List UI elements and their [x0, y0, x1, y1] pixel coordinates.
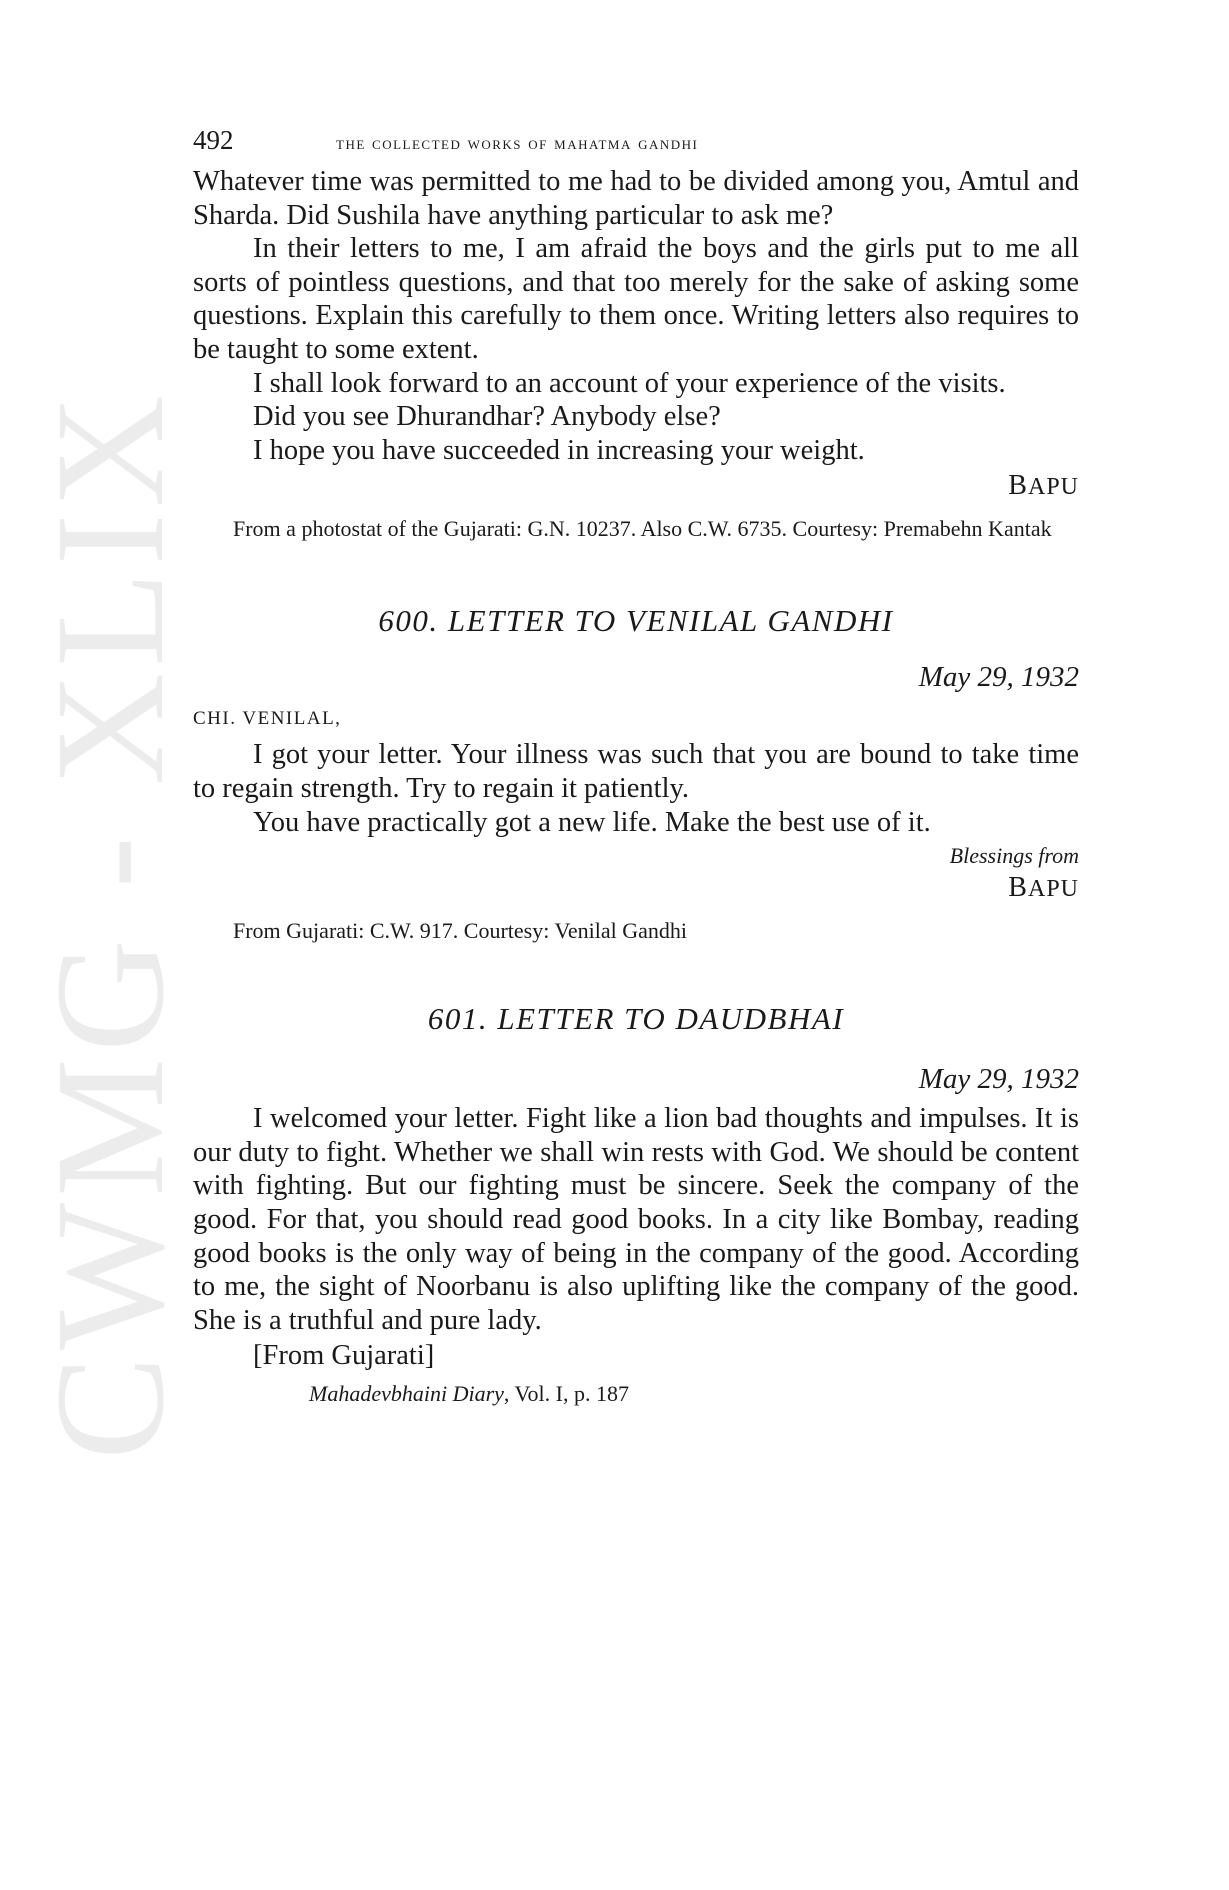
source-note	[193, 1377, 1079, 1410]
signature: BAPU	[1008, 872, 1079, 904]
source-note: From a photostat of the Gujarati: G.N. 10237. Also C.W. 6735. Courtesy: Premabehn Kantak	[233, 516, 1052, 542]
paragraph: I hope you have succeeded in increasing your weight.	[253, 434, 865, 466]
letter-title: 600. LETTER TO VENILAL GANDHI	[378, 603, 894, 639]
source-note: From Gujarati: C.W. 917. Courtesy: Venilal Gandhi	[233, 918, 688, 944]
paragraph: I got your letter. Your illness was such that you are bound to take time to regain strength. Try to regain it patiently.	[193, 739, 1079, 804]
paragraph: Whatever time was permitted to me had to be divided among you, Amtul and Sharda. Did Sushila have anything particular to ask me?	[193, 166, 1079, 231]
paragraph: I welcomed your letter. Fight like a lion bad thoughts and impulses. It is our duty to fight. Whether we shall win rests with God. We should be content with fighting. But our fighting must be sincere. Seek the company of the good. For that, you should read good books. In a city like Bombay, reading good books is the only way of being in the company of the good. According to me, the sight of Noorbanu is also uplifting like the company of the good. She is a truthful and pure lady.	[193, 1103, 1079, 1336]
letter-title: 601. LETTER TO DAUDBHAI	[427, 1001, 845, 1037]
letter-date: May 29, 1932	[918, 661, 1079, 694]
paragraph: In their letters to me, I am afraid the boys and the girls put to me all sorts of pointless questions, and that too merely for the sake of asking some questions. Explain this carefully to them once. Writing letters also requires to be taught to some extent.	[193, 233, 1079, 365]
watermark: CWMG - XLIX	[23, 388, 196, 1460]
previous-letter	[193, 165, 1079, 545]
paragraph: Did you see Dhurandhar? Anybody else?	[253, 401, 721, 433]
closing: Blessings from	[949, 843, 1079, 869]
source-title: Mahadevbhaini Diary	[309, 1380, 504, 1406]
running-title: the collected works of mahatma gandhi	[336, 133, 699, 154]
paragraph: You have practically got a new life. Make the best use of it.	[253, 806, 931, 838]
page-number: 492	[193, 125, 234, 155]
page-header	[193, 125, 1079, 165]
letter-date: May 29, 1932	[918, 1063, 1079, 1096]
source-details: , Vol. I, p. 187	[503, 1380, 629, 1406]
letter-600	[193, 603, 1079, 947]
paragraph: I shall look forward to an account of your experience of the visits.	[253, 367, 1006, 399]
salutation: CHI. VENILAL,	[193, 708, 342, 730]
page-content	[193, 125, 1079, 1410]
signature: BAPU	[1008, 470, 1079, 502]
from-note: [From Gujarati]	[253, 1340, 435, 1372]
letter-601	[193, 1001, 1079, 1410]
